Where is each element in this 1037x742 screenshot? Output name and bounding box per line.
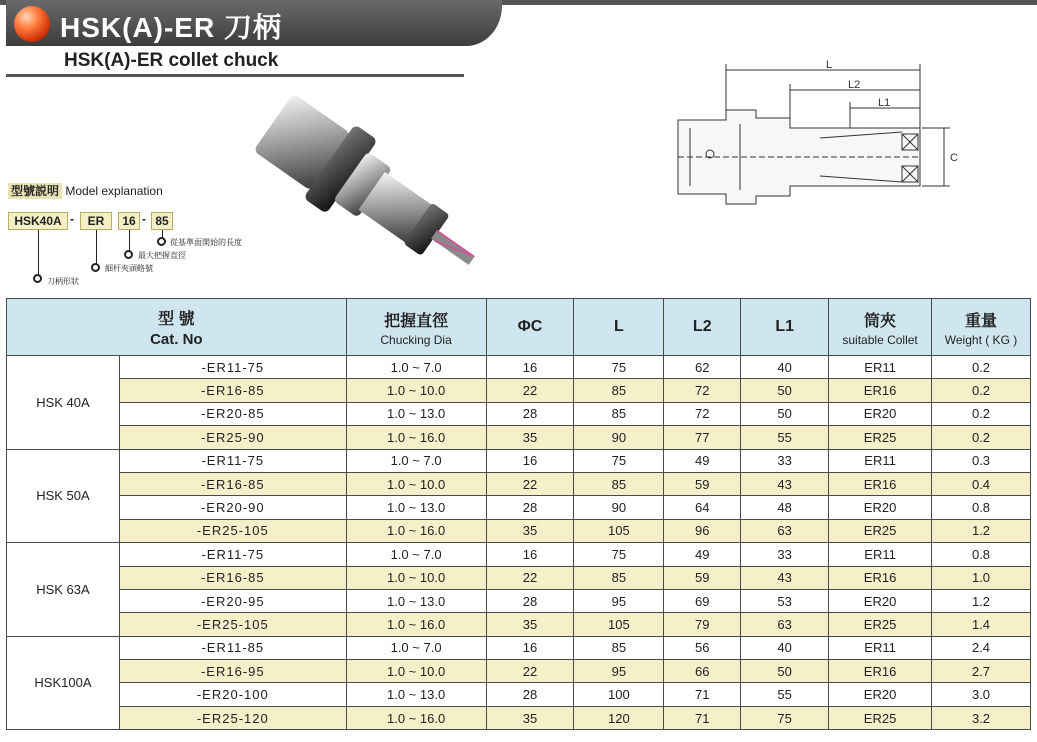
collet-cell: ER25 [829, 706, 932, 729]
dia-cell: 1.0 ~ 10.0 [346, 660, 486, 683]
l2-cell: 69 [664, 589, 741, 612]
leader-line [129, 230, 130, 251]
header-l2: L2 [664, 299, 741, 356]
l1-cell: 55 [741, 426, 829, 449]
l2-cell: 72 [664, 379, 741, 402]
l2-cell: 71 [664, 683, 741, 706]
c-cell: 16 [486, 543, 574, 566]
table-row [7, 589, 1031, 612]
l1-cell: 40 [741, 636, 829, 659]
c-cell: 22 [486, 379, 574, 402]
cat-no-cell: -ER20-95 [119, 589, 346, 612]
table-row [7, 566, 1031, 589]
l2-cell: 72 [664, 402, 741, 425]
collet-cell: ER11 [829, 636, 932, 659]
cat-no-cell: -ER25-90 [119, 426, 346, 449]
collet-cell: ER25 [829, 519, 932, 542]
c-cell: 28 [486, 589, 574, 612]
weight-cell: 1.2 [932, 589, 1031, 612]
collet-cell: ER16 [829, 660, 932, 683]
dim-C-label: C [950, 152, 958, 164]
weight-cell: 1.0 [932, 566, 1031, 589]
table-row [7, 613, 1031, 636]
l-cell: 95 [574, 589, 664, 612]
l-cell: 85 [574, 379, 664, 402]
l1-cell: 75 [741, 706, 829, 729]
c-cell: 28 [486, 402, 574, 425]
collet-cell: ER16 [829, 566, 932, 589]
weight-cell: 3.2 [932, 706, 1031, 729]
cat-no-cell: -ER25-120 [119, 706, 346, 729]
leader-line [96, 230, 97, 264]
dia-cell: 1.0 ~ 13.0 [346, 589, 486, 612]
c-cell: 22 [486, 660, 574, 683]
weight-cell: 1.4 [932, 613, 1031, 636]
weight-cell: 3.0 [932, 683, 1031, 706]
dia-cell: 1.0 ~ 10.0 [346, 472, 486, 495]
weight-cell: 0.3 [932, 449, 1031, 472]
subtitle-underline [6, 74, 464, 77]
series-group-cell: HSK 40A [7, 356, 120, 450]
cat-no-cell: -ER25-105 [119, 613, 346, 636]
cat-no-cell: -ER25-105 [119, 519, 346, 542]
table-header-row [7, 299, 1031, 356]
c-cell: 22 [486, 566, 574, 589]
pointer-circle-icon [157, 237, 166, 246]
collet-cell: ER16 [829, 379, 932, 402]
c-cell: 28 [486, 496, 574, 519]
dim-L-label: L [826, 59, 833, 71]
code-dash: - [142, 212, 146, 226]
collet-cell: ER20 [829, 496, 932, 519]
dim-L1-label: L1 [878, 97, 891, 109]
note-max-diameter: 最大把握直徑 [138, 251, 186, 260]
table-row [7, 449, 1031, 472]
l1-cell: 53 [741, 589, 829, 612]
l-cell: 75 [574, 449, 664, 472]
pointer-circle-icon [33, 274, 42, 283]
l1-cell: 50 [741, 379, 829, 402]
l-cell: 90 [574, 496, 664, 519]
collet-cell: ER11 [829, 356, 932, 379]
c-cell: 16 [486, 356, 574, 379]
l2-cell: 66 [664, 660, 741, 683]
table-row [7, 660, 1031, 683]
collet-cell: ER20 [829, 402, 932, 425]
collet-chuck-photo [226, 92, 516, 287]
cat-no-cell: -ER11-75 [119, 449, 346, 472]
weight-cell: 0.8 [932, 496, 1031, 519]
l-cell: 105 [574, 613, 664, 636]
c-cell: 35 [486, 426, 574, 449]
code-part-length: 85 [151, 212, 173, 230]
cat-no-cell: -ER16-85 [119, 472, 346, 495]
dia-cell: 1.0 ~ 13.0 [346, 402, 486, 425]
table-row [7, 683, 1031, 706]
cat-no-cell: -ER20-100 [119, 683, 346, 706]
code-dash: - [70, 212, 74, 226]
collet-cell: ER16 [829, 472, 932, 495]
cat-no-cell: -ER16-85 [119, 566, 346, 589]
table-row [7, 543, 1031, 566]
dia-cell: 1.0 ~ 16.0 [346, 613, 486, 636]
collet-cell: ER20 [829, 589, 932, 612]
collet-cell: ER11 [829, 449, 932, 472]
l-cell: 105 [574, 519, 664, 542]
cat-no-cell: -ER20-85 [119, 402, 346, 425]
cat-no-cell: -ER11-75 [119, 356, 346, 379]
note-shank-type: 刀柄形狀 [47, 277, 79, 286]
page-subtitle: HSK(A)-ER collet chuck [64, 50, 279, 71]
l-cell: 75 [574, 356, 664, 379]
weight-cell: 1.2 [932, 519, 1031, 542]
dia-cell: 1.0 ~ 7.0 [346, 636, 486, 659]
l1-cell: 43 [741, 566, 829, 589]
dia-cell: 1.0 ~ 7.0 [346, 356, 486, 379]
l-cell: 85 [574, 566, 664, 589]
table-row [7, 519, 1031, 542]
code-part-diameter: 16 [118, 212, 140, 230]
header-l: L [574, 299, 664, 356]
l1-cell: 40 [741, 356, 829, 379]
l2-cell: 56 [664, 636, 741, 659]
weight-cell: 0.2 [932, 379, 1031, 402]
collet-cell: ER25 [829, 426, 932, 449]
c-cell: 16 [486, 636, 574, 659]
table-row [7, 379, 1031, 402]
cat-no-cell: -ER11-85 [119, 636, 346, 659]
leader-line [38, 230, 39, 275]
l2-cell: 77 [664, 426, 741, 449]
weight-cell: 0.2 [932, 356, 1031, 379]
collet-cell: ER11 [829, 543, 932, 566]
header-c: ΦC [486, 299, 574, 356]
c-cell: 35 [486, 613, 574, 636]
header-collet: 筒夾 suitable Collet [829, 299, 932, 356]
orange-ball-icon [14, 6, 50, 42]
dia-cell: 1.0 ~ 16.0 [346, 426, 486, 449]
l2-cell: 71 [664, 706, 741, 729]
header-weight: 重量 Weight ( KG ) [932, 299, 1031, 356]
header-cat-no: 型 號 Cat. No [7, 299, 347, 356]
header-l1: L1 [741, 299, 829, 356]
l2-cell: 64 [664, 496, 741, 519]
collet-cell: ER20 [829, 683, 932, 706]
l-cell: 120 [574, 706, 664, 729]
dia-cell: 1.0 ~ 13.0 [346, 683, 486, 706]
l2-cell: 59 [664, 472, 741, 495]
technical-drawing [670, 58, 970, 208]
table-row [7, 706, 1031, 729]
table-row [7, 356, 1031, 379]
page-title: HSK(A)-ER 刀柄 [60, 12, 282, 43]
cat-no-cell: -ER16-95 [119, 660, 346, 683]
header-chucking-dia: 把握直徑 Chucking Dia [346, 299, 486, 356]
cat-no-cell: -ER16-85 [119, 379, 346, 402]
c-cell: 35 [486, 519, 574, 542]
series-group-cell: HSK 63A [7, 543, 120, 637]
table-row [7, 496, 1031, 519]
weight-cell: 0.8 [932, 543, 1031, 566]
l1-cell: 43 [741, 472, 829, 495]
dia-cell: 1.0 ~ 7.0 [346, 449, 486, 472]
table-row [7, 472, 1031, 495]
weight-cell: 2.4 [932, 636, 1031, 659]
series-group-cell: HSK100A [7, 636, 120, 730]
weight-cell: 0.2 [932, 402, 1031, 425]
l2-cell: 59 [664, 566, 741, 589]
l2-cell: 49 [664, 449, 741, 472]
l1-cell: 63 [741, 519, 829, 542]
l-cell: 85 [574, 402, 664, 425]
weight-cell: 2.7 [932, 660, 1031, 683]
c-cell: 28 [486, 683, 574, 706]
l2-cell: 62 [664, 356, 741, 379]
table-row [7, 426, 1031, 449]
l-cell: 85 [574, 472, 664, 495]
dim-L2-label: L2 [848, 79, 861, 91]
code-part-collet: ER [80, 212, 112, 230]
dia-cell: 1.0 ~ 13.0 [346, 496, 486, 519]
model-explanation-label: 型號説明 Model explanation [8, 182, 163, 199]
l2-cell: 49 [664, 543, 741, 566]
weight-cell: 0.2 [932, 426, 1031, 449]
l1-cell: 50 [741, 660, 829, 683]
l-cell: 75 [574, 543, 664, 566]
l1-cell: 50 [741, 402, 829, 425]
note-collet-type: 細杆夾頭略號 [105, 264, 153, 273]
l1-cell: 63 [741, 613, 829, 636]
l-cell: 90 [574, 426, 664, 449]
cat-no-cell: -ER11-75 [119, 543, 346, 566]
weight-cell: 0.4 [932, 472, 1031, 495]
table-row [7, 636, 1031, 659]
l1-cell: 33 [741, 449, 829, 472]
code-part-shank: HSK40A [8, 212, 68, 230]
c-cell: 35 [486, 706, 574, 729]
note-length: 從基準面開始的長度 [170, 238, 242, 247]
l1-cell: 48 [741, 496, 829, 519]
series-group-cell: HSK 50A [7, 449, 120, 543]
collet-cell: ER25 [829, 613, 932, 636]
l-cell: 85 [574, 636, 664, 659]
dia-cell: 1.0 ~ 16.0 [346, 706, 486, 729]
l1-cell: 33 [741, 543, 829, 566]
l2-cell: 79 [664, 613, 741, 636]
dia-cell: 1.0 ~ 7.0 [346, 543, 486, 566]
dia-cell: 1.0 ~ 10.0 [346, 379, 486, 402]
l2-cell: 96 [664, 519, 741, 542]
dia-cell: 1.0 ~ 16.0 [346, 519, 486, 542]
l-cell: 100 [574, 683, 664, 706]
spec-table [6, 298, 1031, 730]
c-cell: 16 [486, 449, 574, 472]
pointer-circle-icon [91, 263, 100, 272]
cat-no-cell: -ER20-90 [119, 496, 346, 519]
l1-cell: 55 [741, 683, 829, 706]
c-cell: 22 [486, 472, 574, 495]
pointer-circle-icon [124, 250, 133, 259]
table-row [7, 402, 1031, 425]
dia-cell: 1.0 ~ 10.0 [346, 566, 486, 589]
l-cell: 95 [574, 660, 664, 683]
